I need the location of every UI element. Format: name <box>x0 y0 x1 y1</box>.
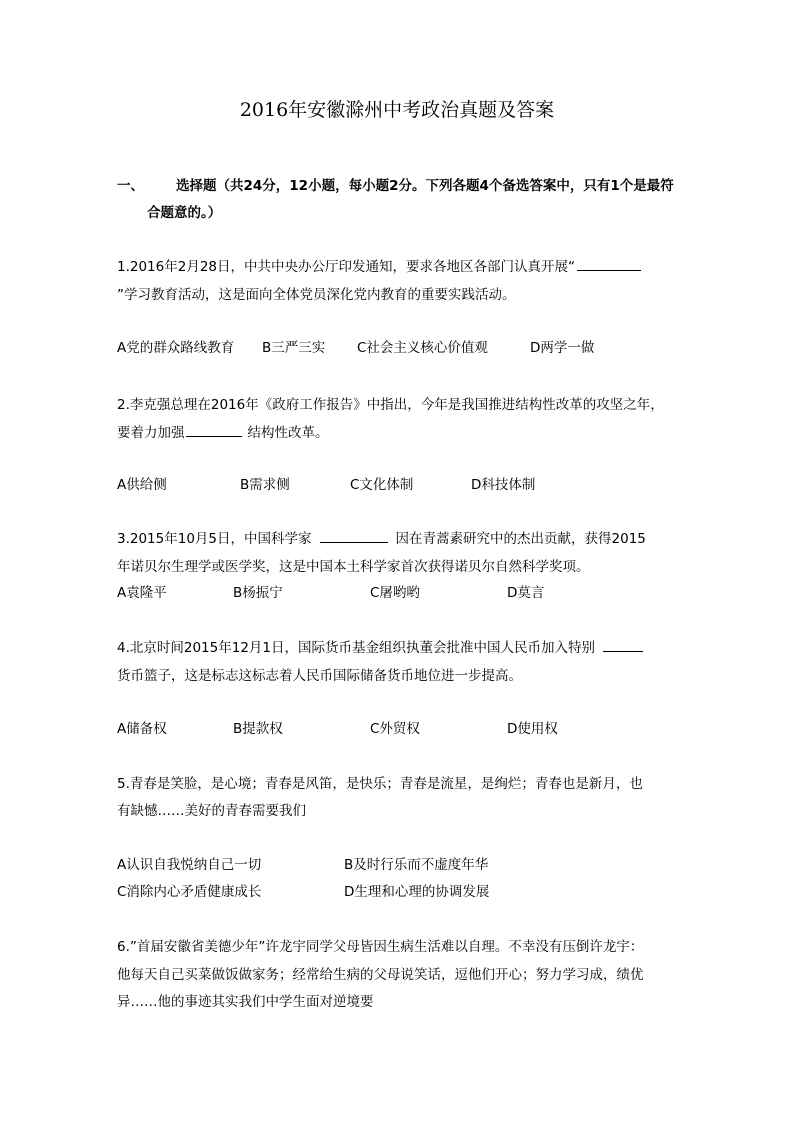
q4-option-c: C外贸权 <box>370 721 420 737</box>
q3-option-c: C屠哟哟 <box>370 585 420 601</box>
q5-option-b: B及时行乐而不虚度年华 <box>344 857 489 873</box>
q5-option-c: C消除内心矛盾健康成长 <box>117 884 262 900</box>
answer-blank <box>577 258 641 271</box>
question-text: 因在青蒿素研究中的杰出贡献，获得2015 <box>395 531 646 547</box>
q4-option-a: A储备权 <box>117 721 167 737</box>
section-number: 一、 <box>117 178 144 194</box>
q5-option-d: D生理和心理的协调发展 <box>344 884 490 900</box>
answer-blank <box>186 424 242 437</box>
question-2-line2 <box>117 424 329 442</box>
question-6-line3: 异……他的事迹其实我们中学生面对逆境要 <box>117 994 374 1010</box>
q3-option-d: D莫言 <box>507 585 545 601</box>
question-6-line2: 他每天自己买菜做饭做家务；经常给生病的父母说笑话，逗他们开心；努力学习成，绩优 <box>117 967 644 983</box>
section-heading-line1: 选择题（共24分，12小题，每小题2分。下列各题4个备选答案中，只有1个是最符 <box>176 178 674 194</box>
q4-option-d: D使用权 <box>507 721 558 737</box>
question-text: 要着力加强 <box>117 425 185 441</box>
q2-option-a: A供给侧 <box>117 477 167 493</box>
q3-option-a: A袁隆平 <box>117 585 167 601</box>
answer-blank <box>320 530 388 543</box>
question-1-line1 <box>117 258 641 276</box>
q1-option-b: B三严三实 <box>262 340 326 356</box>
answer-blank <box>603 639 643 652</box>
q2-option-c: C文化体制 <box>350 477 414 493</box>
question-text: 1.2016年2月28日，中共中央办公厅印发通知，要求各地区各部门认真开展“ <box>117 259 575 275</box>
question-text: 4.北京时间2015年12月1日，国际货币基金组织执董会批准中国人民币加入特别 <box>117 640 596 656</box>
question-3-line1 <box>117 530 646 548</box>
q1-option-a: A党的群众路线教育 <box>117 340 235 356</box>
question-5-line2: 有缺憾……美好的青春需要我们 <box>117 803 306 819</box>
section-heading-line2: 合题意的。） <box>147 205 222 221</box>
question-5-line1: 5.青春是笑脸，是心境；青春是风笛，是快乐；青春是流星，是绚烂；青春也是新月，也 <box>117 776 643 792</box>
question-3-line2: 年诺贝尔生理学或医学奖，这是中国本土科学家首次获得诺贝尔自然科学奖项。 <box>117 559 590 575</box>
question-text: 结构性改革。 <box>247 425 329 441</box>
question-2-line1: 2.李克强总理在2016年《政府工作报告》中指出，今年是我国推进结构性改革的攻坚之年， <box>117 397 664 413</box>
q1-option-d: D两学一做 <box>530 340 595 356</box>
q3-option-b: B杨振宁 <box>233 585 283 601</box>
q2-option-d: D科技体制 <box>471 477 536 493</box>
q2-option-b: B需求侧 <box>240 477 290 493</box>
question-4-line2: 货币篮子，这是标志这标志着人民币国际储备货币地位进一步提高。 <box>117 668 522 684</box>
q1-option-c: C社会主义核心价值观 <box>357 340 488 356</box>
question-text: 3.2015年10月5日，中国科学家 <box>117 531 312 547</box>
document-title: 2016年安徽滁州中考政治真题及答案 <box>239 99 555 121</box>
question-4-line1 <box>117 639 643 657</box>
question-6-line1: 6.”首届安徽省美德少年”许龙宇同学父母皆因生病生活难以自理。不幸没有压倒许龙宇： <box>117 939 644 955</box>
q4-option-b: B提款权 <box>233 721 283 737</box>
q5-option-a: A认识自我悦纳自己一切 <box>117 857 262 873</box>
question-1-line2: ”学习教育活动，这是面向全体党员深化党内教育的重要实践活动。 <box>117 287 516 303</box>
